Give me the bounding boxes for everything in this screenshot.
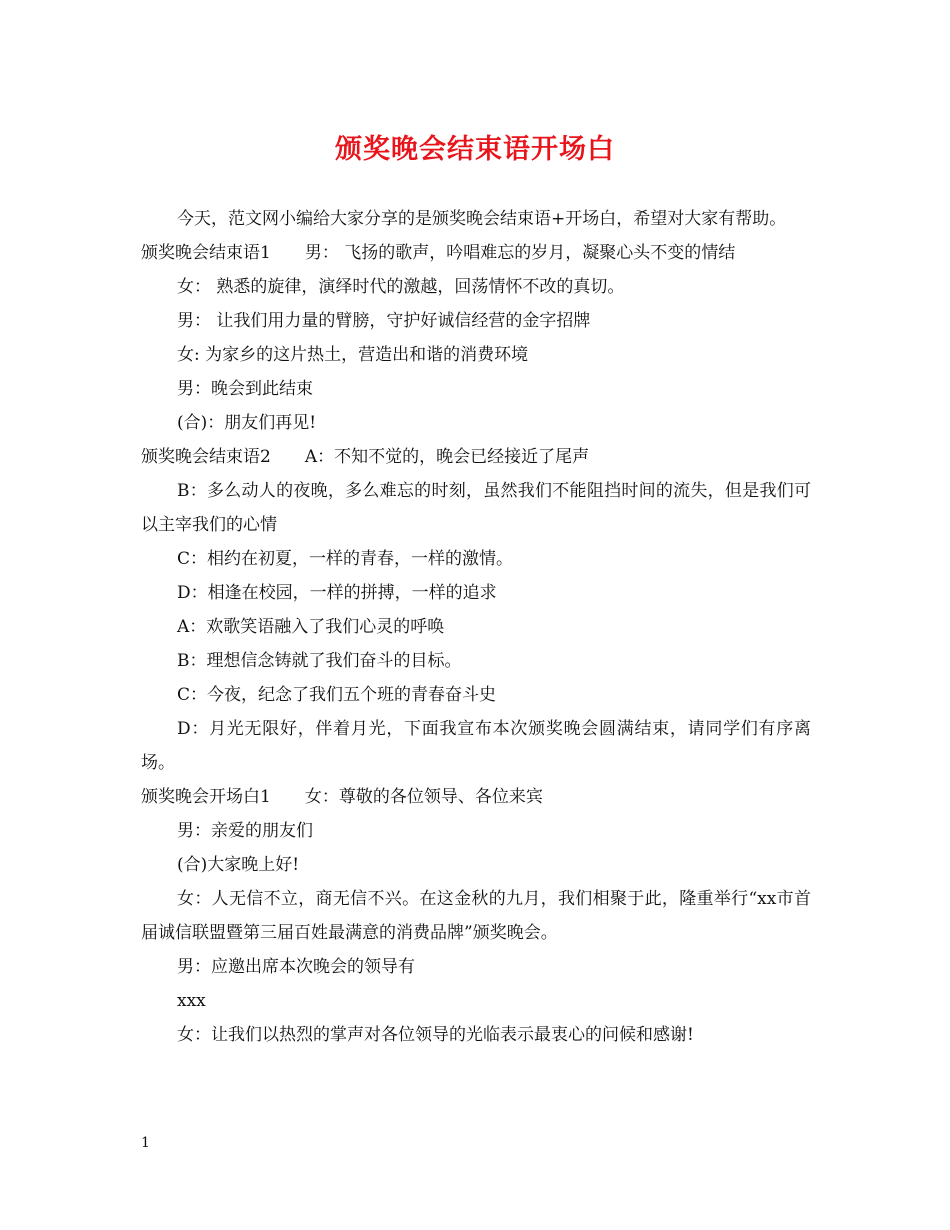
page-number: 1 [141, 1135, 150, 1151]
paragraph-line: 男：应邀出席本次晚会的领导有 [177, 957, 415, 977]
intro-paragraph: 今天，范文网小编给大家分享的是颁奖晚会结束语+开场白，希望对大家有帮助。 [177, 209, 787, 229]
section-3-heading-line [141, 780, 811, 814]
paragraph-line: 男：晚会到此结束 [177, 379, 313, 399]
section-2-heading-line [141, 440, 811, 474]
paragraph-line: 男： 让我们用力量的臂膀，守护好诚信经营的金字招牌 [177, 311, 591, 331]
section-3-heading: 颁奖晚会开场白1 [141, 787, 271, 807]
document-body [141, 202, 811, 1052]
paragraph-line: A：欢歌笑语融入了我们心灵的呼唤 [177, 617, 445, 637]
paragraph-wrapped: B：多么动人的夜晚，多么难忘的时刻，虽然我们不能阻挡时间的流失，但是我们可以主宰我们的心情 [141, 481, 811, 535]
paragraph-line: 女： 熟悉的旋律，演绎时代的激越，回荡情怀不改的真切。 [177, 277, 625, 297]
paragraph-line: xxx [177, 991, 206, 1011]
paragraph-line: B：理想信念铸就了我们奋斗的目标。 [177, 651, 462, 671]
section-3-first-line: 女：尊敬的各位领导、各位来宾 [304, 787, 543, 807]
paragraph-wrapped: 女：人无信不立，商无信不兴。在这金秋的九月，我们相聚于此，隆重举行“xx市首届诚信联盟暨第三届百姓最满意的消费品牌”颁奖晚会。 [141, 889, 811, 943]
section-1-heading-line [141, 236, 811, 270]
page-title: 颁奖晚会结束语开场白 [335, 134, 615, 165]
section-1-first-line: 男： 飞扬的歌声，吟唱难忘的岁月，凝聚心头不变的情结 [304, 243, 736, 263]
paragraph-line: 男：亲爱的朋友们 [177, 821, 313, 841]
paragraph-line: C：今夜，纪念了我们五个班的青春奋斗史 [177, 685, 497, 705]
section-2-first-line: A：不知不觉的，晚会已经接近了尾声 [304, 447, 590, 467]
section-2-heading: 颁奖晚会结束语2 [141, 447, 271, 467]
paragraph-line: 女：让我们以热烈的掌声对各位领导的光临表示最衷心的问候和感谢! [177, 1025, 694, 1045]
paragraph-line: C：相约在初夏，一样的青春，一样的激情。 [177, 549, 514, 569]
paragraph-line: D：相逢在校园，一样的拼搏，一样的追求 [177, 583, 497, 603]
paragraph-line: (合)大家晚上好! [177, 855, 300, 875]
section-1-heading: 颁奖晚会结束语1 [141, 243, 271, 263]
paragraph-line: 女: 为家乡的这片热土，营造出和谐的消费环境 [177, 345, 529, 365]
paragraph-line: (合)：朋友们再见! [177, 413, 317, 433]
paragraph-wrapped: D：月光无限好，伴着月光，下面我宣布本次颁奖晚会圆满结束，请同学们有序离场。 [141, 719, 811, 773]
